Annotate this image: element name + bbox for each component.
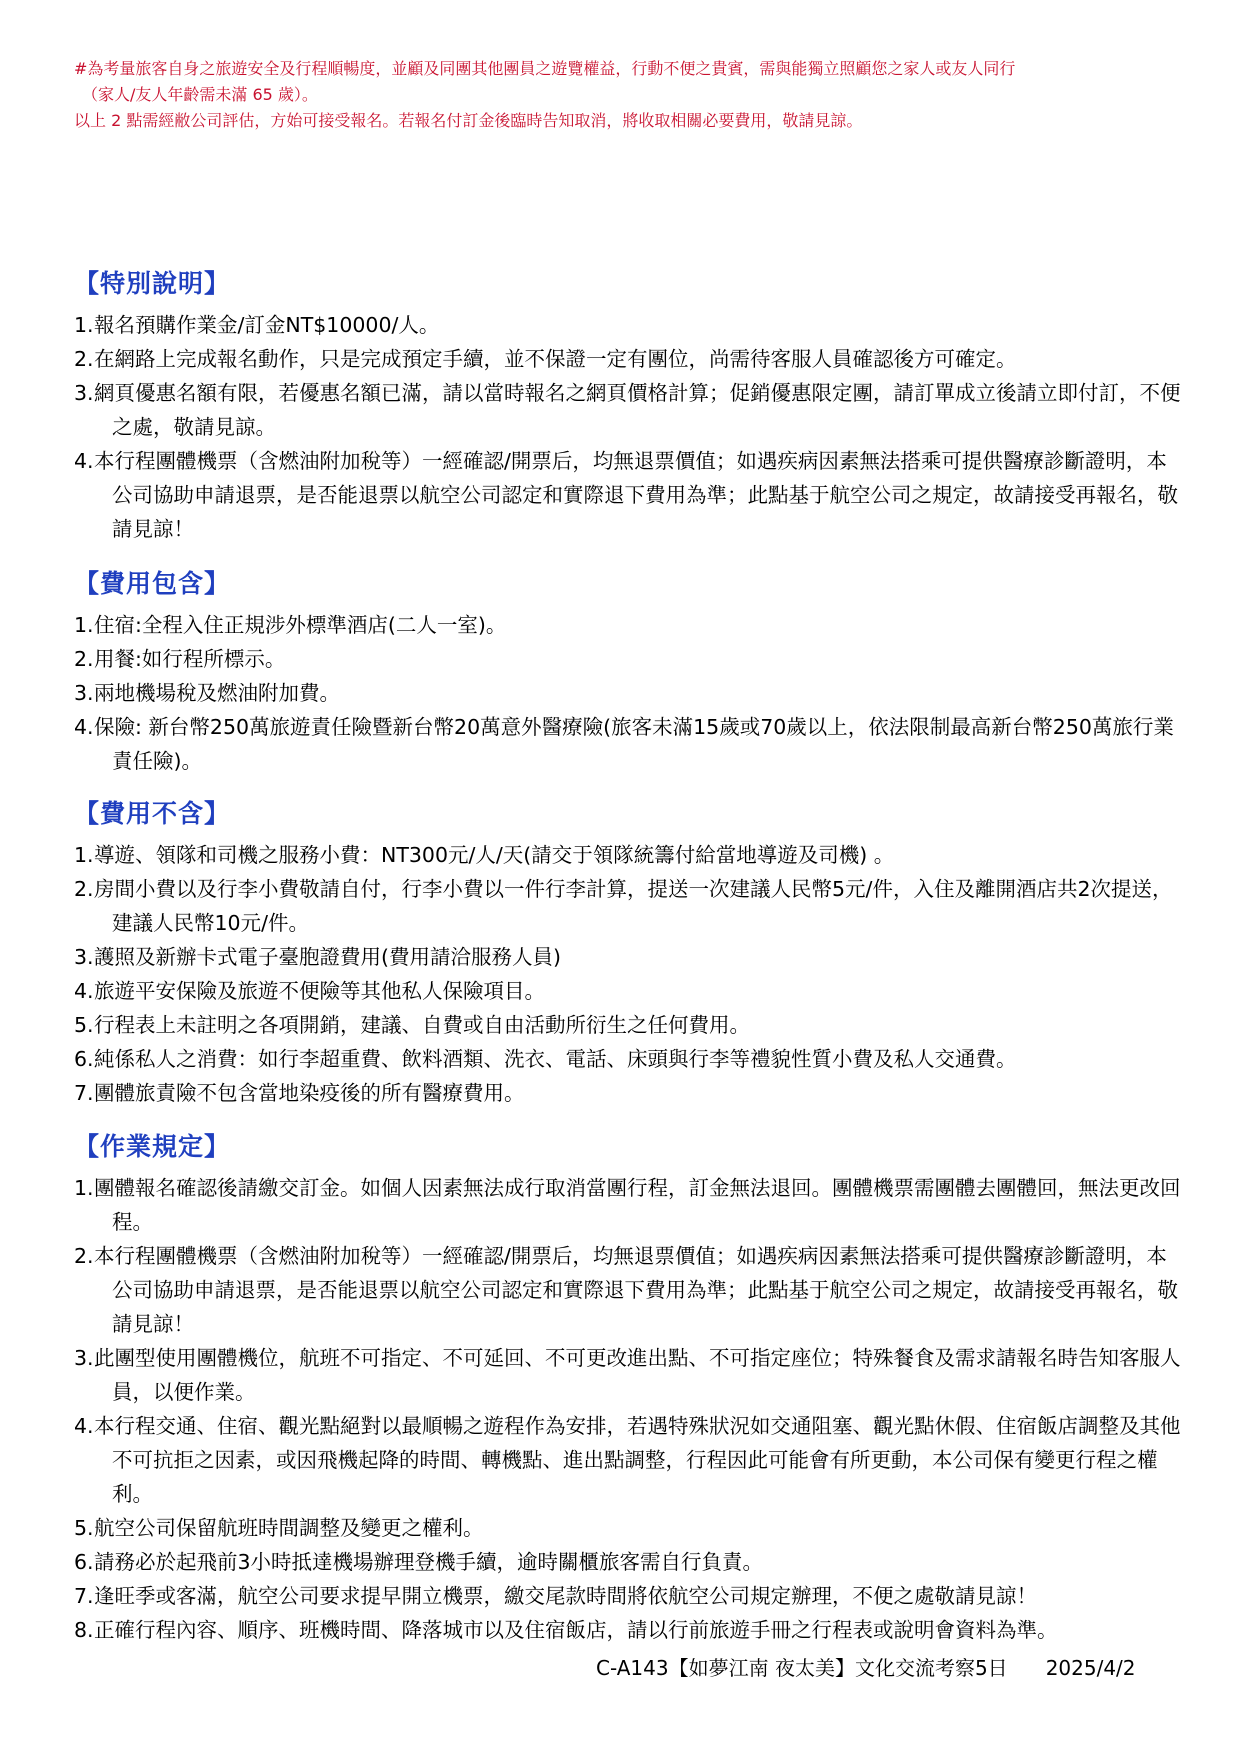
notice-line-2: （家人/友人年齡需未滿 65 歲）。 xyxy=(82,85,318,104)
list-item: 7.逢旺季或客滿，航空公司要求提早開立機票，繳交尾款時間將依航空公司規定辦理，不便之處敬請見諒！ xyxy=(74,1584,1037,1608)
list-item: 6.請務必於起飛前3小時抵達機場辦理登機手續，逾時關櫃旅客需自行負責。 xyxy=(74,1550,764,1574)
list-item: 3.兩地機場稅及燃油附加費。 xyxy=(74,681,340,705)
list-item: 3.此團型使用團體機位，航班不可指定、不可延回、不可更改進出點、不可指定座位；特殊餐食及需求請報名時告知客服人員，以便作業。 xyxy=(74,1346,1181,1404)
section-fees-excluded xyxy=(74,796,1184,1110)
list-item: 4.保險: 新台幣250萬旅遊責任險暨新台幣20萬意外醫療險(旅客未滿15歲或70歲以上，依法限制最高新台幣250萬旅行業責任險)。 xyxy=(74,715,1174,773)
red-notice xyxy=(74,56,1174,134)
list-item: 3.網頁優惠名額有限，若優惠名額已滿，請以當時報名之網頁價格計算；促銷優惠限定團，請訂單成立後請立即付訂，不便之處，敬請見諒。 xyxy=(74,381,1181,439)
list-item: 2.房間小費以及行李小費敬請自付，行李小費以一件行李計算，提送一次建議人民幣5元/件，入住及離開酒店共2次提送，建議人民幣10元/件。 xyxy=(74,877,1173,935)
section-title: 【特別說明】 xyxy=(74,269,231,298)
list-item: 2.在網路上完成報名動作，只是完成預定手續，並不保證一定有團位，尚需待客服人員確認後方可確定。 xyxy=(74,347,1017,371)
footer-doc-title: C-A143【如夢江南 夜太美】文化交流考察5日 xyxy=(596,1656,1008,1680)
rules-list xyxy=(74,1171,1184,1647)
list-item: 2.本行程團體機票（含燃油附加稅等）一經確認/開票后，均無退票價值；如遇疾病因素無法搭乘可提供醫療診斷證明，本公司協助申請退票，是否能退票以航空公司認定和實際退下費用為準；此點基于航空公司之規定，故請接受再報名，敬請見諒！ xyxy=(74,1244,1178,1336)
section-title: 【費用包含】 xyxy=(74,569,231,598)
list-item: 4.本行程交通、住宿、觀光點絕對以最順暢之遊程作為安排，若遇特殊狀況如交通阻塞、觀光點休假、住宿飯店調整及其他不可抗拒之因素，或因飛機起降的時間、轉機點、進出點調整，行程因此可能會有所更動，本公司保有變更行程之權利。 xyxy=(74,1414,1181,1506)
section-operating-rules xyxy=(74,1129,1184,1647)
page-footer xyxy=(596,1654,1136,1682)
list-item: 4.旅遊平安保險及旅遊不便險等其他私人保險項目。 xyxy=(74,979,545,1003)
footer-date: 2025/4/2 xyxy=(1045,1656,1136,1680)
list-item: 5.航空公司保留航班時間調整及變更之權利。 xyxy=(74,1516,484,1540)
list-item: 1.報名預購作業金/訂金NT$10000/人。 xyxy=(74,313,440,337)
list-item: 1.團體報名確認後請繳交訂金。如個人因素無法成行取消當團行程，訂金無法退回。團體機票需團體去團體回，無法更改回程。 xyxy=(74,1176,1181,1234)
section-fees-included xyxy=(74,566,1184,778)
notice-line-1: #為考量旅客自身之旅遊安全及行程順暢度，並顧及同團其他團員之遊覽權益，行動不便之貴賓，需與能獨立照顧您之家人或友人同行 xyxy=(74,59,1016,78)
section-title: 【作業規定】 xyxy=(74,1132,231,1161)
section-special-notes xyxy=(74,266,1184,546)
section-title: 【費用不含】 xyxy=(74,799,231,828)
excluded-list xyxy=(74,838,1184,1110)
list-item: 5.行程表上未註明之各項開銷，建議、自費或自由活動所衍生之任何費用。 xyxy=(74,1013,750,1037)
list-item: 8.正確行程內容、順序、班機時間、降落城市以及住宿飯店，請以行前旅遊手冊之行程表或說明會資料為準。 xyxy=(74,1618,1058,1642)
list-item: 1.導遊、領隊和司機之服務小費：NT300元/人/天(請交于領隊統籌付給當地導遊及司機) 。 xyxy=(74,843,895,867)
notice-line-3: 以上 2 點需經敝公司評估，方始可接受報名。若報名付訂金後臨時告知取消，將收取相關必要費用，敬請見諒。 xyxy=(74,111,863,130)
list-item: 3.護照及新辦卡式電子臺胞證費用(費用請洽服務人員) xyxy=(74,945,561,969)
special-list xyxy=(74,308,1184,546)
list-item: 1.住宿:全程入住正規涉外標準酒店(二人一室)。 xyxy=(74,613,507,637)
included-list xyxy=(74,608,1184,778)
list-item: 4.本行程團體機票（含燃油附加稅等）一經確認/開票后，均無退票價值；如遇疾病因素無法搭乘可提供醫療診斷證明，本公司協助申請退票，是否能退票以航空公司認定和實際退下費用為準；此點基于航空公司之規定，故請接受再報名，敬請見諒！ xyxy=(74,449,1178,541)
list-item: 2.用餐:如行程所標示。 xyxy=(74,647,286,671)
list-item: 6.純係私人之消費：如行李超重費、飲料酒類、洗衣、電話、床頭與行李等禮貌性質小費及私人交通費。 xyxy=(74,1047,1017,1071)
list-item: 7.團體旅責險不包含當地染疫後的所有醫療費用。 xyxy=(74,1081,525,1105)
